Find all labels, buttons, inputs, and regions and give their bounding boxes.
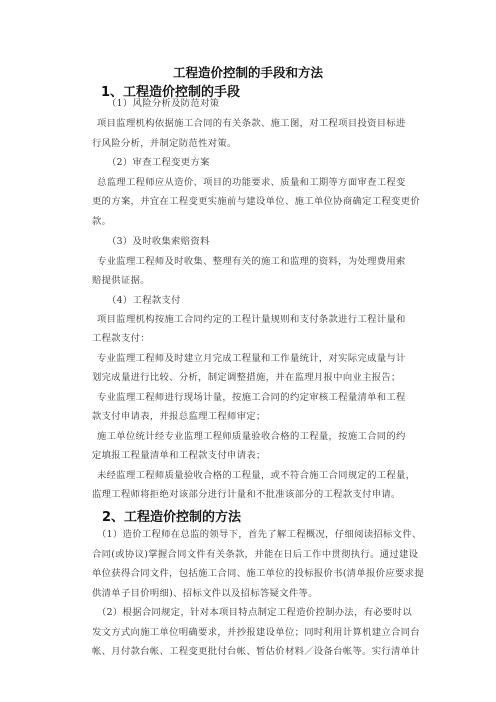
- section1-line-16: 款支付申请表，并报总监理工程师审定；: [92, 411, 266, 422]
- section1-line-15: 专业监理工程师进行现场计量，按施工合同的约定审核工程量清单和工程: [97, 392, 406, 403]
- section2-line-6: 帐、月付款台帐、工程变更批付台帐、暂估价材料／设备台帐等。实行清单计: [92, 646, 420, 657]
- section1-line-2: 行风险分析，并制定防范性对策。: [92, 138, 237, 149]
- section1-line-8: 专业监理工程师及时收集、整理有关的施工和监理的资料，为处理费用索: [97, 256, 406, 267]
- section1-line-19: 未经监理工程师质量验收合格的工程量，或不符合施工合同规定的工程量，: [97, 470, 416, 481]
- section2-line-5: 发文方式向施工单位明确要求，并抄报建设单位；同时利用计算机建立合同台: [92, 627, 420, 638]
- section1-line-4: 总监理工程师应从造价、项目的功能要求、质量和工期等方面审查工程变: [97, 177, 406, 188]
- section1-heading: 1、工程造价控制的手段: [101, 85, 241, 100]
- section1-line-11: 项目监理机构按施工合同约定的工程计量规则和支付条款进行工程计量和: [97, 314, 406, 325]
- section2-line-2: 单位获得合同文件，包括施工合同、施工单位的投标报价书(清单报价应要求提: [92, 568, 424, 579]
- section2-line-1: 合同(或协议)掌握合同文件有关条款，并能在日后工作中贯彻执行。通过建设: [92, 549, 419, 560]
- section1-line-12: 工程款支付：: [92, 333, 150, 344]
- section2-line-4: （2）根据合同规定，针对本项目特点制定工程造价控制办法，有必要时以: [97, 607, 412, 618]
- section1-line-10: （4）工程款支付: [107, 295, 181, 306]
- section1-line-5: 更的方案，并宜在工程变更实施前与建设单位、施工单位协商确定工程变更价: [92, 196, 420, 207]
- section1-line-6: 款。: [92, 216, 112, 227]
- section1-line-13: 专业监理工程师及时建立月完成工程量和工作量统计，对实际完成量与计: [97, 353, 406, 364]
- section2-line-3: 供清单子目价明细)、招标文件以及招标答疑文件等。: [92, 588, 318, 599]
- section1-line-20: 监理工程师将拒绝对该部分进行计量和不批准该部分的工程款支付申请。: [92, 489, 401, 500]
- section2-heading: 2、工程造价控制的方法: [102, 510, 242, 525]
- section1-line-18: 定填报工程量清单和工程款支付申请表；: [92, 450, 266, 461]
- section1-line-17: 施工单位统计经专业监理工程师质量验收合格的工程量，按施工合同的约: [97, 431, 406, 442]
- section2-line-0: （1）造价工程师在总监的领导下，首先了解工程概况，仔细阅读招标文件、: [97, 529, 422, 540]
- section1-line-3: （2）审查工程变更方案: [107, 157, 210, 168]
- section1-line-0: （1）风险分析及防范对策: [107, 98, 220, 109]
- section1-line-1: 项目监理机构依据施工合同的有关条款、施工图，对工程项目投资目标进: [97, 118, 406, 129]
- document-title: 工程造价控制的手段和方法: [172, 65, 323, 80]
- section1-line-14: 划完成量进行比较、分析，制定调整措施，并在监理月报中向业主报告；: [92, 372, 401, 383]
- section1-line-9: 赔提供证据。: [92, 275, 150, 286]
- section1-line-7: （3）及时收集索赔资料: [107, 236, 210, 247]
